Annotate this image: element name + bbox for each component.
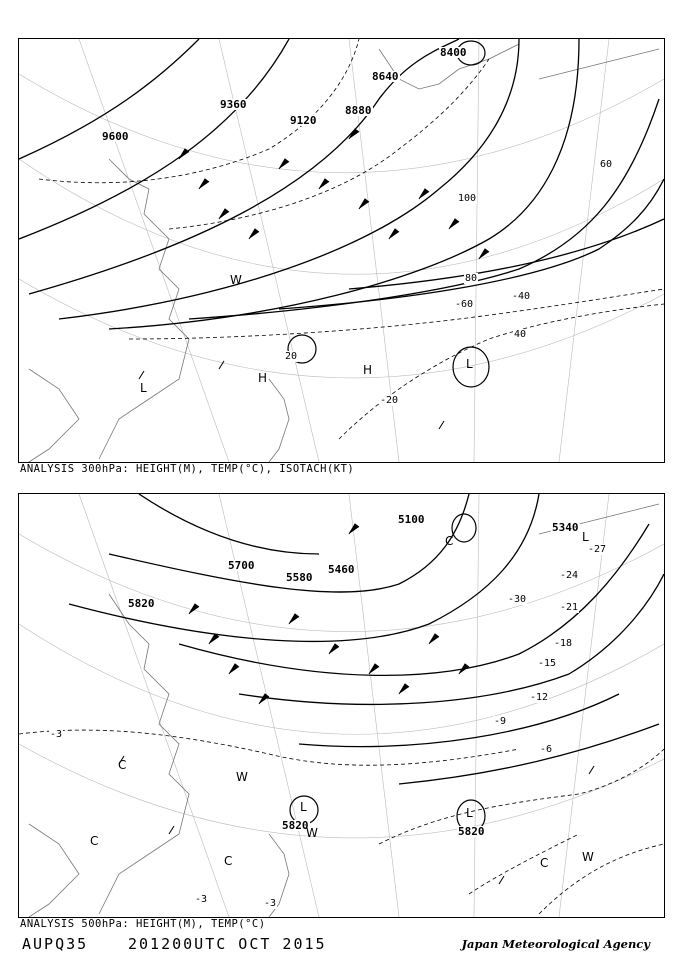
temp-label: -3 <box>195 894 208 905</box>
height-label: 8640 <box>372 70 399 83</box>
warm-symbol: W <box>306 826 318 840</box>
low-pressure-symbol: L <box>300 800 307 814</box>
height-label: 9600 <box>102 130 129 143</box>
height-label: 5580 <box>286 571 313 584</box>
cold-symbol: C <box>90 834 99 848</box>
high-pressure-symbol: H <box>258 371 268 385</box>
temperature-isotherms <box>19 730 664 914</box>
isotach-label: 20 <box>285 351 298 362</box>
high-pressure-symbol: H <box>363 363 373 377</box>
product-code: AUPQ35 <box>22 935 89 953</box>
map-500hpa-graphics <box>19 494 664 917</box>
height-label: 5100 <box>398 513 425 526</box>
low-pressure-symbol: L <box>466 357 473 371</box>
temp-label: -9 <box>494 716 507 727</box>
height-label: 5460 <box>328 563 355 576</box>
low-pressure-symbol: L <box>582 530 589 544</box>
lat-lon-grid <box>19 494 664 917</box>
map-300hpa-graphics <box>19 39 664 462</box>
low-pressure-symbol: L <box>140 381 147 395</box>
cold-symbol: C <box>118 758 127 772</box>
height-label: 5340 <box>552 521 579 534</box>
warm-symbol: W <box>582 850 594 864</box>
temp-label: -20 <box>380 395 399 406</box>
temp-label: -6 <box>540 744 553 755</box>
valid-time: 201200UTC OCT 2015 <box>128 935 327 953</box>
height-label: 9360 <box>220 98 247 111</box>
warm-symbol: W <box>236 770 248 784</box>
temp-label: -15 <box>538 658 557 669</box>
temp-label: -27 <box>588 544 607 555</box>
isotach-label: 40 <box>514 329 527 340</box>
temp-label: -3 <box>264 898 277 909</box>
isotach-label: 80 <box>465 273 478 284</box>
chart-500hpa <box>18 493 665 918</box>
height-label: 9120 <box>290 114 317 127</box>
caption-500hpa: ANALYSIS 500hPa: HEIGHT(M), TEMP(°C) <box>20 918 266 930</box>
isotach-label: 60 <box>600 159 613 170</box>
cold-symbol: C <box>445 534 454 548</box>
cold-symbol: C <box>540 856 549 870</box>
height-label: 8880 <box>345 104 372 117</box>
temp-label: -24 <box>560 570 579 581</box>
caption-300hpa: ANALYSIS 300hPa: HEIGHT(M), TEMP(°C), ISOTACH(KT) <box>20 463 355 475</box>
temp-label: -40 <box>512 291 531 302</box>
isotach-contours <box>288 41 489 387</box>
agency-name: Japan Meteorological Agency <box>461 937 650 951</box>
cold-symbol: C <box>224 854 233 868</box>
temp-label: -18 <box>554 638 573 649</box>
height-label: 5820 <box>128 597 155 610</box>
height-label: 5820 <box>458 825 485 838</box>
temp-label: -30 <box>508 594 527 605</box>
height-label: 5820 <box>282 819 309 832</box>
height-label: 8400 <box>440 46 467 59</box>
temp-label: -3 <box>50 729 63 740</box>
lat-lon-grid <box>19 39 664 462</box>
low-pressure-symbol: L <box>466 806 473 820</box>
height-label: 5700 <box>228 559 255 572</box>
temp-label: -12 <box>530 692 549 703</box>
closed-centers <box>290 514 485 832</box>
chart-300hpa <box>18 38 665 463</box>
temp-label: -60 <box>455 299 474 310</box>
temp-label: -21 <box>560 602 579 613</box>
isotach-label: 100 <box>458 193 477 204</box>
height-contours <box>69 494 664 784</box>
warm-symbol: W <box>230 273 242 287</box>
